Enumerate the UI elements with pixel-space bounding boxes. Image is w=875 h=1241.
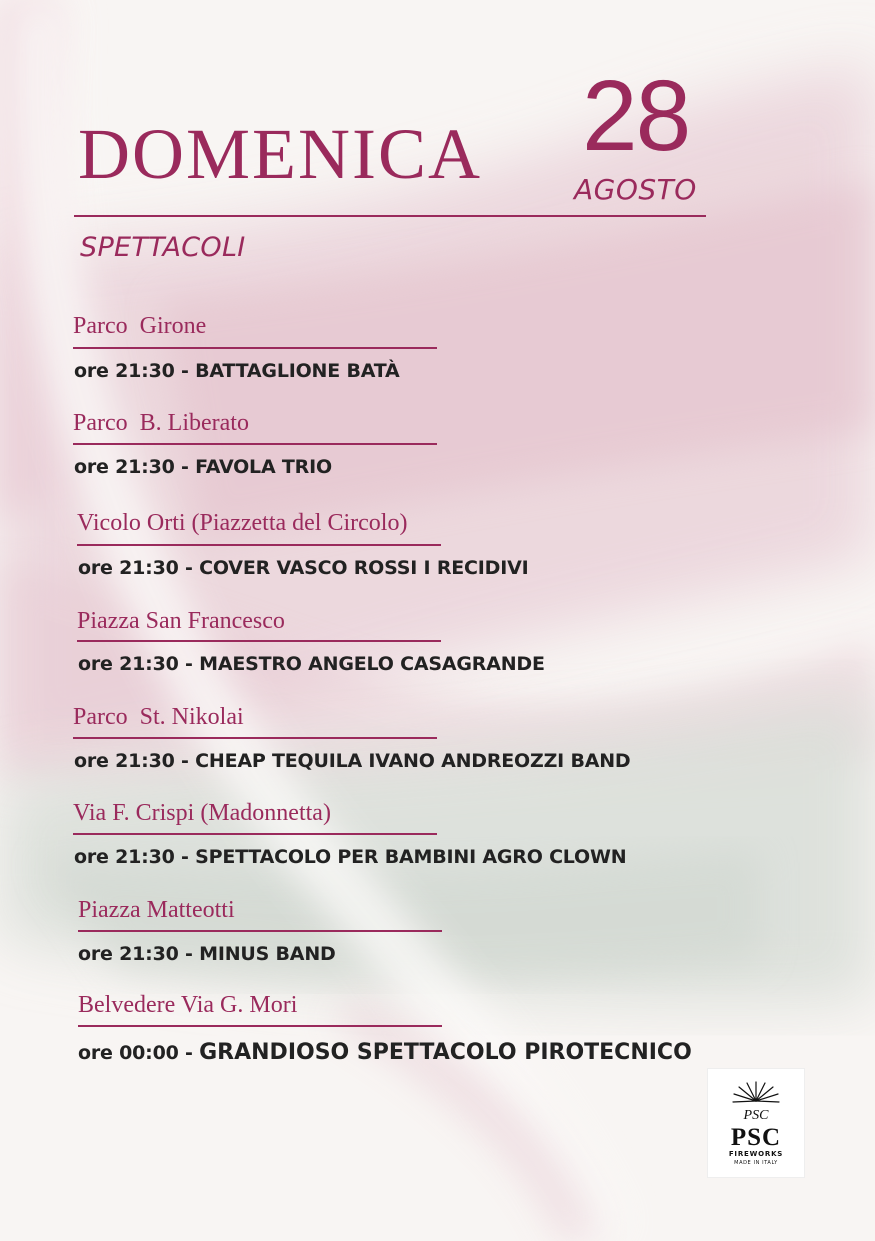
event-time: ore 21:30 - bbox=[74, 750, 196, 772]
event-title: SPETTACOLO PER BAMBINI AGRO CLOWN bbox=[195, 846, 627, 868]
logo-monogram: PSC bbox=[743, 1108, 769, 1123]
event-title: MINUS BAND bbox=[199, 943, 336, 965]
event-title: BATTAGLIONE BATÀ bbox=[195, 360, 400, 382]
venue-name: Parco St. Nikolai bbox=[73, 704, 244, 730]
event-time: ore 00:00 - bbox=[78, 1042, 200, 1064]
event-time: ore 21:30 - bbox=[78, 943, 200, 965]
venue-name: Belvedere Via G. Mori bbox=[78, 992, 298, 1018]
event-title: GRANDIOSO SPETTACOLO PIROTECNICO bbox=[199, 1040, 692, 1065]
venue-name: Vicolo Orti (Piazzetta del Circolo) bbox=[77, 510, 408, 536]
venue-name: Piazza Matteotti bbox=[78, 897, 235, 923]
venue-divider bbox=[78, 930, 442, 932]
event-line bbox=[78, 945, 336, 964]
event-time: ore 21:30 - bbox=[74, 456, 196, 478]
event-line bbox=[74, 752, 631, 771]
event-title: CHEAP TEQUILA IVANO ANDREOZZI BAND bbox=[195, 750, 631, 772]
fireworks-burst-icon bbox=[730, 1079, 782, 1123]
event-line bbox=[78, 559, 528, 578]
event-line bbox=[78, 1042, 692, 1064]
venue-divider bbox=[73, 347, 437, 349]
venue-divider bbox=[77, 544, 441, 546]
event-line bbox=[78, 655, 545, 674]
event-time: ore 21:30 - bbox=[74, 360, 196, 382]
month-label: AGOSTO bbox=[574, 173, 697, 206]
logo-name: PSC bbox=[730, 1124, 782, 1151]
venue-divider bbox=[73, 737, 437, 739]
psc-fireworks-logo bbox=[708, 1069, 804, 1177]
venue-divider bbox=[78, 1025, 442, 1027]
day-number: 28 bbox=[582, 60, 690, 172]
day-name: DOMENICA bbox=[78, 114, 482, 194]
event-title: COVER VASCO ROSSI I RECIDIVI bbox=[199, 557, 529, 579]
logo-tagline: MADE IN ITALY bbox=[734, 1160, 778, 1166]
event-title: FAVOLA TRIO bbox=[195, 456, 332, 478]
venue-divider bbox=[73, 443, 437, 445]
venue-divider bbox=[73, 833, 437, 835]
venue-name: Piazza San Francesco bbox=[77, 608, 285, 634]
venue-name: Parco B. Liberato bbox=[73, 410, 249, 436]
event-time: ore 21:30 - bbox=[78, 557, 200, 579]
event-line bbox=[74, 458, 332, 477]
venue-divider bbox=[77, 640, 441, 642]
section-title: SPETTACOLI bbox=[80, 232, 246, 263]
header-divider bbox=[74, 215, 706, 217]
event-line bbox=[74, 848, 626, 867]
event-time: ore 21:30 - bbox=[78, 653, 200, 675]
event-line bbox=[74, 362, 400, 381]
logo-subtitle: FIREWORKS bbox=[728, 1150, 784, 1158]
event-title: MAESTRO ANGELO CASAGRANDE bbox=[199, 653, 545, 675]
event-time: ore 21:30 - bbox=[74, 846, 196, 868]
venue-name: Via F. Crispi (Madonnetta) bbox=[73, 800, 331, 826]
venue-name: Parco Girone bbox=[73, 313, 207, 339]
